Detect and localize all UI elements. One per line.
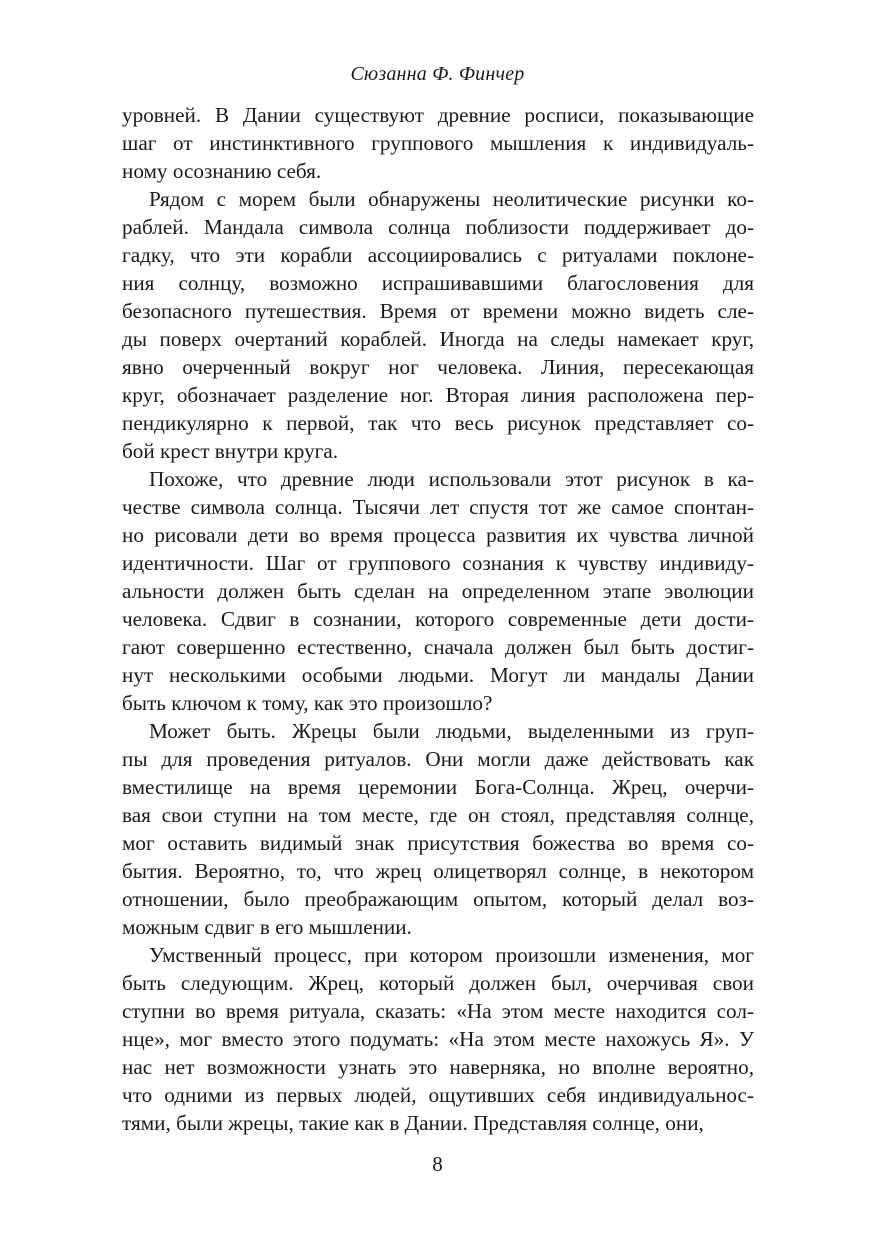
text-line: нце», мог вместо этого подумать: «На этом месте нахожусь Я». У (122, 1027, 754, 1051)
text-line: бой крест внутри круга. (122, 439, 339, 463)
text-line: нут несколькими особыми людьми. Могут ли мандалы Дании (122, 663, 754, 687)
text-line: но рисовали дети во время процесса развития их чувства личной (122, 523, 754, 547)
text-line: человека. Сдвиг в сознании, которого современные дети дости- (122, 607, 754, 631)
text-line: явно очерченный вокруг ног человека. Линия, пересекающая (122, 355, 754, 379)
text-line: раблей. Мандала символа солнца поблизости поддерживает до- (122, 215, 754, 239)
text-line: Умственный процесс, при котором произошли изменения, мог (149, 943, 754, 967)
text-line: альности должен быть сделан на определенном этапе эволюции (122, 579, 754, 603)
text-line: тями, были жрецы, такие как в Дании. Представляя солнце, они, (122, 1111, 704, 1135)
paragraph (122, 101, 754, 185)
text-line: бытия. Вероятно, то, что жрец олицетворял солнце, в некотором (122, 859, 754, 883)
text-line: пендикулярно к первой, так что весь рисунок представляет со- (122, 411, 754, 435)
text-line: идентичности. Шаг от группового сознания к чувству индивиду- (122, 551, 754, 575)
text-line: гают совершенно естественно, сначала должен был быть достиг- (122, 635, 754, 659)
text-line: что одними из первых людей, ощутивших себя индивидуальнос- (122, 1083, 754, 1107)
text-line: пы для проведения ритуалов. Они могли даже действовать как (122, 747, 754, 771)
paragraph (122, 465, 754, 717)
page-number: 8 (432, 1152, 443, 1176)
paragraph (122, 185, 754, 465)
text-line: вая свои ступни на том месте, где он стоял, представляя солнце, (122, 803, 754, 827)
text-line: нас нет возможности узнать это наверняка, но вполне вероятно, (122, 1055, 754, 1079)
running-title: Сюзанна Ф. Финчер (350, 63, 525, 85)
text-line: быть ключом к тому, как это произошло? (122, 691, 493, 715)
text-line: уровней. В Дании существуют древние росписи, показывающие (122, 103, 754, 127)
paragraph (122, 717, 754, 941)
text-line: ному осознанию себя. (122, 159, 322, 183)
text-line: можным сдвиг в его мышлении. (122, 915, 412, 939)
text-line: ния солнцу, возможно испрашивавшими благословения для (122, 271, 754, 295)
text-line: отношении, было преображающим опытом, который делал воз- (122, 887, 754, 911)
text-line: Похоже, что древние люди использовали этот рисунок в ка- (149, 467, 754, 491)
body-text (122, 101, 754, 1137)
paragraph (122, 941, 754, 1137)
text-line: Рядом с морем были обнаружены неолитические рисунки ко- (149, 187, 754, 211)
text-line: честве символа солнца. Тысячи лет спустя тот же самое спонтан- (122, 495, 754, 519)
text-line: ды поверх очертаний кораблей. Иногда на следы намекает круг, (122, 327, 754, 351)
text-line: безопасного путешествия. Время от времени можно видеть сле- (122, 299, 754, 323)
text-line: мог оставить видимый знак присутствия божества во время со- (122, 831, 754, 855)
text-line: быть следующим. Жрец, который должен был, очерчивая свои (122, 971, 754, 995)
text-line: гадку, что эти корабли ассоциировались с ритуалами поклоне- (122, 243, 754, 267)
text-line: Может быть. Жрецы были людьми, выделенными из груп- (149, 719, 754, 743)
text-line: вместилище на время церемонии Бога-Солнца. Жрец, очерчи- (122, 775, 754, 799)
text-line: шаг от инстинктивного группового мышления к индивидуаль- (122, 131, 754, 155)
text-line: ступни во время ритуала, сказать: «На этом месте находится сол- (122, 999, 754, 1023)
text-line: круг, обозначает разделение ног. Вторая линия расположена пер- (122, 383, 754, 407)
